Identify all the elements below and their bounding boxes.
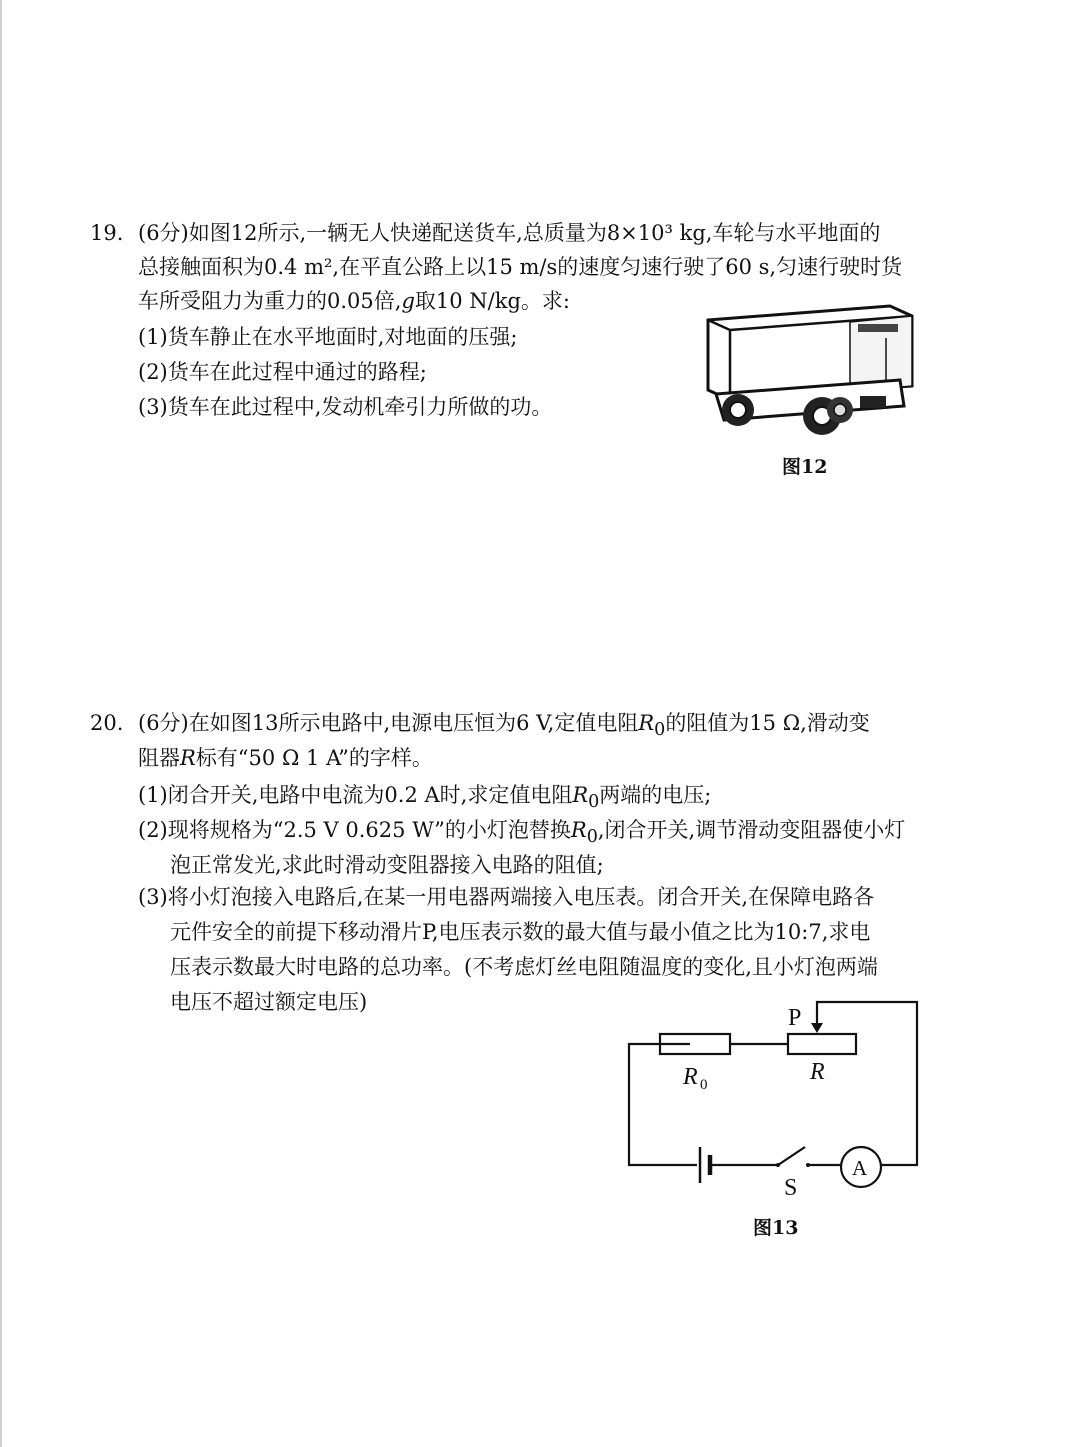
q20-sub-3-line-2: 元件安全的前提下移动滑片P,电压表示数的最大值与最小值之比为10:7,求电	[170, 920, 871, 944]
rheostat-r	[788, 1034, 856, 1054]
q20-sub-1	[138, 780, 711, 817]
q19-number: 19.	[90, 221, 124, 245]
q20-r-symbol: R	[180, 746, 196, 770]
q20-sub-2-line-2: 泡正常发光,求此时滑动变阻器接入电路的阻值;	[170, 853, 604, 877]
q20-sub-3-line-3: 压表示数最大时电路的总功率。(不考虑灯丝电阻随温度的变化,且小灯泡两端	[170, 955, 878, 979]
label-s: S	[784, 1175, 798, 1201]
page-edge	[0, 0, 2, 1447]
q20-stem-1b: 的阻值为15 Ω,滑动变	[665, 711, 870, 735]
q20-number: 20.	[90, 711, 124, 735]
q20-sub1-subscript: 0	[588, 792, 600, 813]
label-r: R	[810, 1059, 825, 1085]
label-r0-subscript: 0	[700, 1077, 708, 1093]
q19-line-3	[138, 286, 570, 316]
q20-line-2	[138, 743, 433, 773]
q20-sub1-r-symbol: R	[572, 783, 589, 807]
q20-stem-2b: 标有“50 Ω 1 A”的字样。	[195, 746, 433, 770]
q20-stem-2a: 阻器	[138, 746, 180, 770]
q20-stem-1a: (6分)在如图13所示电路中,电源电压恒为6 V,定值电阻	[138, 711, 639, 735]
q19-stem-3b: 取10 N/kg。求:	[414, 289, 570, 313]
q19-sub-3: (3)货车在此过程中,发动机牵引力所做的功。	[138, 395, 553, 419]
q20-line-1	[90, 708, 870, 745]
q20-sub-2-line-1	[138, 815, 905, 852]
q20-sub2-r-symbol: R	[570, 818, 587, 842]
q20-sub2-b: ,闭合开关,调节滑动变阻器使小灯	[597, 818, 906, 842]
q20-sub2-a: (2)现将规格为“2.5 V 0.625 W”的小灯泡替换	[138, 818, 571, 842]
q20-sub-3-line-1: (3)将小灯泡接入电路后,在某一用电器两端接入电压表。闭合开关,在保障电路各	[138, 885, 875, 909]
q20-r0-symbol: R	[638, 711, 655, 735]
q19-stem-2: 总接触面积为0.4 m²,在平直公路上以15 m/s的速度匀速行驶了60 s,匀速行驶时货	[138, 255, 903, 279]
q20-r0-subscript: 0	[654, 720, 666, 741]
q19-sub-1: (1)货车静止在水平地面时,对地面的压强;	[138, 325, 518, 349]
q19-line-1	[90, 218, 880, 248]
figure-13-circuit	[620, 995, 930, 1205]
figure-12-truck	[690, 298, 920, 448]
q20-sub1-a: (1)闭合开关,电路中电流为0.2 A时,求定值电阻	[138, 783, 573, 807]
figure-12-caption: 图12	[782, 456, 828, 478]
q19-sub-2: (2)货车在此过程中通过的路程;	[138, 360, 427, 384]
figure-13-caption: 图13	[753, 1217, 799, 1239]
q20-sub2-subscript: 0	[586, 827, 598, 848]
q19-line-2	[138, 252, 902, 282]
q19-stem-3a: 车所受阻力为重力的0.05倍,	[138, 289, 402, 313]
label-p: P	[788, 1005, 802, 1031]
label-r0: R	[683, 1064, 698, 1090]
q19-g-symbol: g	[401, 289, 415, 313]
label-a: A	[852, 1156, 868, 1180]
q20-sub-3-line-4: 电压不超过额定电压)	[170, 990, 368, 1014]
q20-sub1-b: 两端的电压;	[599, 783, 712, 807]
q19-stem-1: (6分)如图12所示,一辆无人快递配送货车,总质量为8×10³ kg,车轮与水平地面的	[138, 221, 881, 245]
